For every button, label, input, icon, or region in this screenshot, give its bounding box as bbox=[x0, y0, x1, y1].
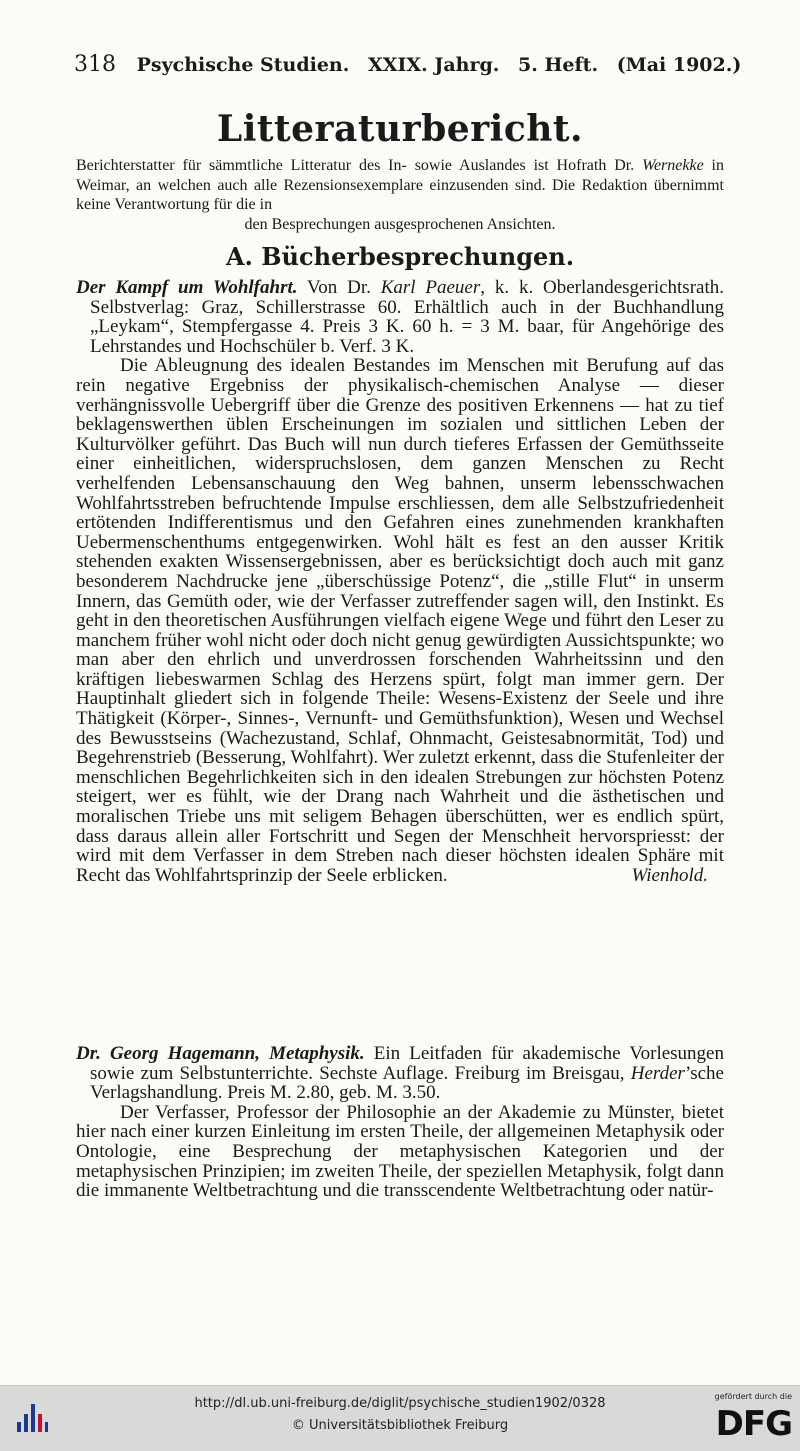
dfg-funded-by: gefördert durch die bbox=[714, 1392, 792, 1401]
section-title: A. Bücherbesprechungen. bbox=[225, 242, 575, 271]
permalink-url[interactable]: http://dl.ub.uni-freiburg.de/diglit/psychische_studien1902/0328 bbox=[194, 1396, 606, 1411]
review-2-title: Dr. Georg Hagemann, Metaphysik. bbox=[76, 1043, 365, 1064]
review-2-publisher: Herder bbox=[630, 1062, 685, 1084]
dfg-logo[interactable] bbox=[702, 1392, 794, 1446]
viewer-footer bbox=[0, 1385, 800, 1451]
review-1-by: Von Dr. bbox=[297, 277, 381, 298]
running-head bbox=[74, 52, 742, 82]
review-1-author: Karl Paeuer bbox=[380, 277, 481, 298]
volume: XXIX. Jahrg. bbox=[368, 54, 500, 76]
review-2-details: Ein Leitfaden für akademische Vorlesungen sowie zum Selbstunterrichte. Sechste Auflage. Freiburg im Breisgau, bbox=[90, 1043, 724, 1084]
review-1-details: , k. k. Oberlandesgerichtsrath. Selbstverlag: Graz, Schillerstrasse 60. Erhältlich auch in der Buchhandlung „Leykam“, Stempfergasse 4. Preis 3 K. 60 h. = 3 M. baar, für Angehörige des Lehrstandes und Hochschüler b. Verf. 3 K. bbox=[90, 277, 724, 357]
intro-last-line: den Besprechungen ausgesprochenen Ansichten. bbox=[244, 215, 556, 233]
review-1 bbox=[76, 278, 724, 885]
review-2 bbox=[76, 1044, 724, 1201]
review-2-details-cont: ’sche Verlagshandlung. Preis M. 2.80, geb. M. 3.50. bbox=[90, 1062, 724, 1104]
issue: 5. Heft. bbox=[518, 54, 599, 76]
intro-text: Berichterstatter für sämmtliche Litteratur des In- sowie Auslandes ist Hofrath Dr. bbox=[76, 157, 643, 174]
intro-text-cont: in Weimar, an welchen auch alle Rezensionsexemplare einzusenden sind. Die Redaktion übernimmt keine Verantwortung für die in bbox=[76, 157, 724, 213]
page-title: Litteraturbericht. bbox=[216, 108, 584, 150]
dfg-wordmark: DFG bbox=[715, 1404, 792, 1444]
review-1-title: Der Kampf um Wohlfahrt. bbox=[76, 277, 298, 298]
review-1-body bbox=[76, 356, 724, 885]
review-2-header bbox=[76, 1044, 724, 1103]
journal-title: Psychische Studien. bbox=[136, 54, 350, 76]
review-1-signature: Wienhold. bbox=[631, 864, 708, 886]
page-number: 318 bbox=[74, 52, 116, 77]
review-2-body bbox=[76, 1103, 724, 1201]
review-1-body-text: Die Ableugnung des idealen Bestandes im Menschen mit Berufung auf das rein negative Ergebniss der physikalisch-chemischen Analyse — dieser verhängnissvolle Uebergriff über die Grenze des positiven Erkennens — hat zu tief beklagenswerthen üblen Erscheinungen im sozialen und sittlichen Leben der Kulturvölker geführt. Das Buch will nun durch tieferes Erfassen der Gemüthsseite einer einheitlichen, widerspruchslosen, dem ganzen Menschen zu Recht verhelfenden Lebensanschauung den Weg bahnen, unserm lebensschwachen Wohlfahrtsstreben befruchtende Impulse erschliessen, dem alle Selbstzufriedenheit ertötenden Indifferentismus und den Gefahren eines zunehmenden krankhaften Uebermenschenthums entgegenwirken. Wohl hält es fest an den ausser Kritik stehenden exakten Wissensergebnissen, aber es berücksichtigt doch auch mit ganz besonderem Nachdrucke jene „überschüssige Potenz“, die „stille Flut“ in unserm Innern, das Gemüth oder, wie der Verfasser zutreffender sagen will, den Instinkt. Es geht in den theoretischen Ausführungen vielfach eigene Wege und führt den Leser zu manchem früher wohl nicht oder doch nicht genug gewürdigten Aussichtspunkte; wo man aber den ehrlich und unverdrossen forschenden Wahrheitssinn und den kräftigen liebeswarmen Schlag des Herzens spürt, folgt man immer gern. Der Hauptinhalt gliedert sich in folgende Theile: Wesens-Existenz der Seele und ihre Thätigkeit (Körper-, Sinnes-, Vernunft- und Gemüthsfunktion), Wesen und Wechsel des Bewusstseins (Wachezustand, Schlaf, Ohnmacht, Geistesabnormität, Tod) und Begehrenstrieb (Besserung, Wohlfahrt). Wer zuletzt erkennt, dass die Stufenleiter der menschlichen Begehrlichkeiten sich in den idealen Strebungen zur höchsten Potenz steigert, wer es fühlt, wie der Drang nach Wahrheit und die ästhetischen und moralischen Triebe uns mit seligem Behagen überschütten, wer es endlich spürt, dass daraus allein aller Fortschritt und Segen der Menschheit hervorspriesst: der wird mit dem Verfasser in dem Streben nach dieser höchsten idealen Sphäre mit Recht das Wohlfahrtsprinzip der Seele erblicken. bbox=[76, 355, 724, 886]
issue-date: (Mai 1902.) bbox=[616, 54, 742, 76]
copyright-notice: © Universitätsbibliothek Freiburg bbox=[291, 1418, 509, 1433]
review-2-body-text: Der Verfasser, Professor der Philosophie an der Akademie zu Münster, bietet hier nach einer kurzen Einleitung im ersten Theile, der allgemeinen Metaphysik oder Ontologie, eine Besprechung der metaphysischen Kategorien und der metaphysischen Prinzipien; im zweiten Theile, der speziellen Metaphysik, folgt dann die immanente Weltbetrachtung und die transscendente Weltbetrachtung oder natür- bbox=[76, 1101, 724, 1202]
intro-paragraph bbox=[76, 156, 724, 234]
review-1-header bbox=[76, 278, 724, 356]
editor-name: Wernekke bbox=[642, 157, 704, 174]
